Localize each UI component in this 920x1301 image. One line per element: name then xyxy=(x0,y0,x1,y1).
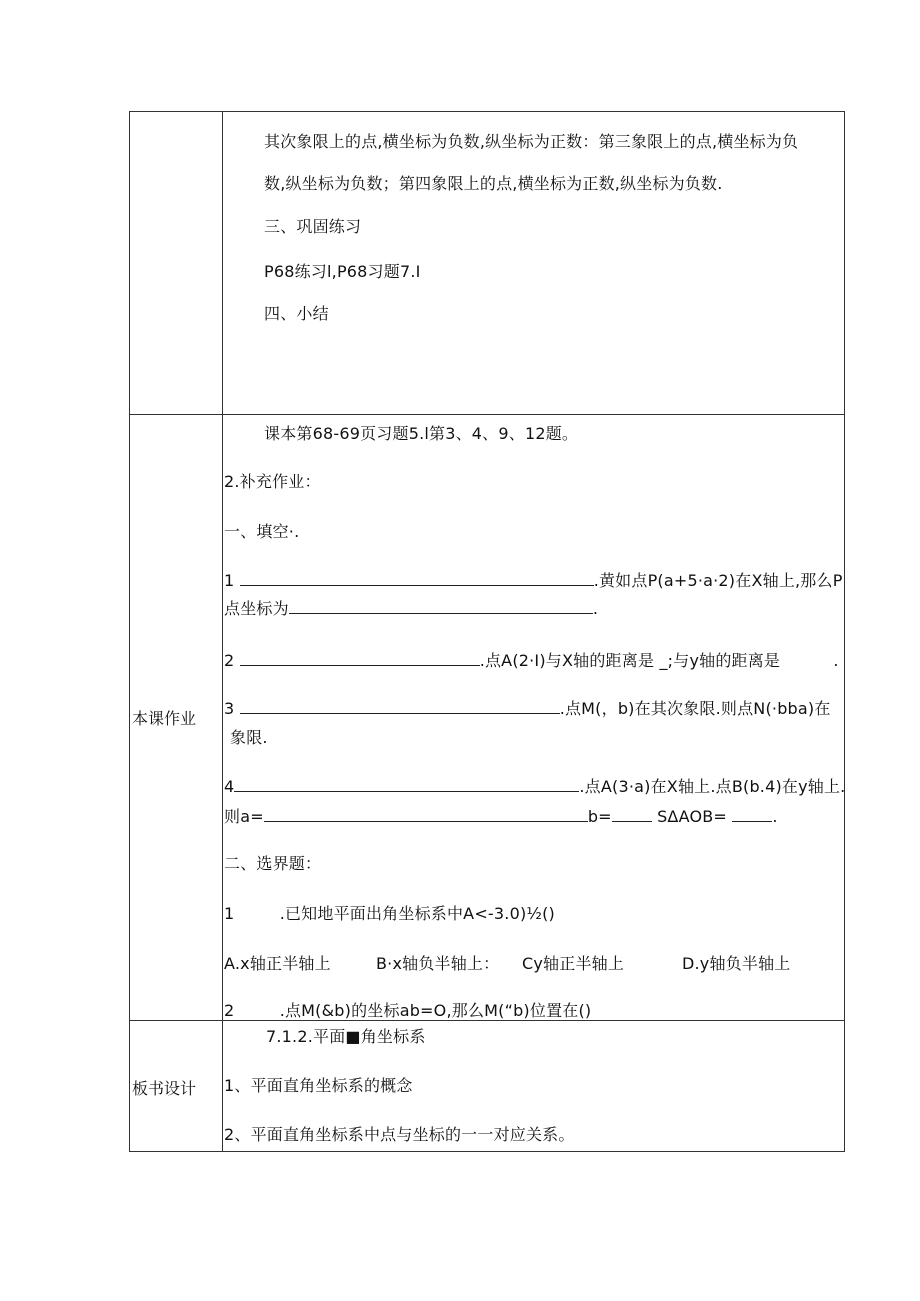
answer-blank[interactable] xyxy=(732,806,772,822)
question-3-text: .点M(，b)在其次象限.则点N(·bba)在 xyxy=(559,699,831,718)
question-1-line2-text: 点坐标为 xyxy=(224,599,289,618)
choice-question-2-text: .点M(&b)的坐标ab=O,那么M(“b)位置在() xyxy=(279,1001,592,1020)
answer-blank[interactable] xyxy=(240,570,594,586)
homework-supplementary: 2.补充作业： xyxy=(224,472,321,491)
question-1-end: . xyxy=(592,599,599,618)
question-3-line2: 象限. xyxy=(230,728,268,747)
option-b[interactable]: B·x轴负半轴上： xyxy=(376,954,500,973)
question-1-number: 1 xyxy=(224,571,235,590)
answer-blank[interactable] xyxy=(240,650,480,666)
question-4-line2 xyxy=(224,806,778,827)
row1-line1: 其次象限上的点,横坐标为负数,纵坐标为正数：第三象限上的点,横坐标为负 xyxy=(264,132,799,151)
row1-line2: 数,纵坐标为负数；第四象限上的点,横坐标为正数,纵坐标为负数. xyxy=(264,174,723,193)
choice-question-1-number: 1 xyxy=(224,904,235,923)
question-2-number: 2 xyxy=(224,651,235,670)
question-2 xyxy=(224,650,839,671)
question-4-a-label: 则a= xyxy=(224,807,264,826)
answer-blank[interactable] xyxy=(612,806,652,822)
question-2-end: . xyxy=(833,651,839,670)
answer-blank[interactable] xyxy=(234,776,579,792)
choice-question-1 xyxy=(224,904,555,924)
row-divider-1 xyxy=(130,414,844,415)
section-consolidation-heading: 三、巩固练习 xyxy=(264,217,362,236)
question-2-mid: _;与y轴的距离是 xyxy=(659,651,781,670)
fill-blank-heading: 一、填空·. xyxy=(224,522,300,541)
option-c[interactable]: Cy轴正半轴上 xyxy=(522,954,625,973)
question-4-number: 4 xyxy=(224,777,235,796)
answer-blank[interactable] xyxy=(240,698,560,714)
option-a[interactable]: A.x轴正半轴上 xyxy=(224,954,331,973)
answer-blank[interactable] xyxy=(289,598,593,614)
section-summary-heading: 四、小结 xyxy=(264,304,329,323)
option-d[interactable]: D.y轴负半轴上 xyxy=(682,954,791,973)
column-divider xyxy=(222,112,223,1151)
question-3 xyxy=(224,698,831,719)
practice-reference: P68练习l,P68习题7.I xyxy=(264,262,421,281)
board-title: 7.1.2.平面■角坐标系 xyxy=(266,1027,426,1046)
choice-question-1-text: .已知地平面出角坐标系中A<-3.0)½() xyxy=(279,904,555,923)
lesson-plan-table xyxy=(129,111,845,1152)
choice-question-2 xyxy=(224,1001,591,1021)
answer-blank[interactable] xyxy=(264,806,588,822)
question-1-line2 xyxy=(224,598,598,619)
question-3-number: 3 xyxy=(224,699,235,718)
board-item-1: 1、平面直角坐标系的概念 xyxy=(224,1076,413,1095)
question-4 xyxy=(224,776,845,797)
question-4-b-label: b= xyxy=(587,807,612,826)
homework-textbook: 课本第68-69页习题5.l第3、4、9、12题。 xyxy=(264,424,579,443)
question-1 xyxy=(224,570,843,591)
question-4-area-label: SΔAOB= xyxy=(657,807,728,826)
homework-label: 本课作业 xyxy=(132,709,197,728)
choice-question-2-number: 2 xyxy=(224,1001,235,1020)
board-design-label: 板书设计 xyxy=(132,1079,197,1098)
question-1-text: .黄如点P(a+5·a·2)在X轴上,那么P xyxy=(593,571,843,590)
question-2-text: .点A(2·I)与X轴的距离是 xyxy=(479,651,655,670)
question-4-text: .点A(3·a)在X轴上.点B(b.4)在y轴上. xyxy=(579,777,846,796)
choice-heading: 二、选界题： xyxy=(224,854,322,873)
question-4-end: . xyxy=(772,807,778,826)
board-item-2: 2、平面直角坐标系中点与坐标的一一对应关系。 xyxy=(224,1125,575,1144)
